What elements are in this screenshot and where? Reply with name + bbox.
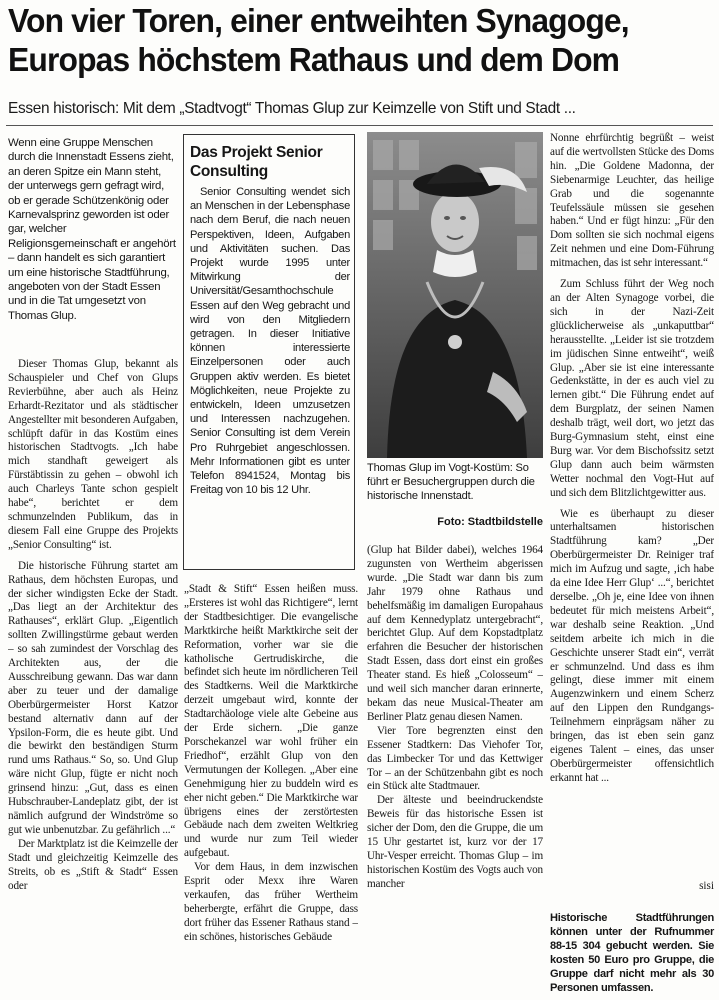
headline-line-1: Von vier Toren, einer entweihten Synagoge, — [8, 3, 629, 40]
article-paragraph: Der Marktplatz ist die Keimzelle der Stadt und gleichzeitig Keimzelle des Streits, ob es „Stift & Stadt“ Essen oder — [8, 837, 178, 892]
article-paragraph: Der älteste und beeindruckendste Beweis für das historische Essen ist sicher der Dom, den die Gruppe, die um 15 Uhr gestartet ist, kurz vor der 17 Uhr-Vesper erreicht. Thomas Glup – im historischen Kostüm des Vogts auch von mancher — [367, 794, 543, 890]
header-divider — [6, 125, 713, 126]
article-paragraph: (Glup hat Bilder dabei), welches 1964 zugunsten von Wertheim abgerissen wurde. „Die Stadt war dann bis zum Jahr 1979 ohne Rathaus und behelfsmäßig im damaligen Europahaus auf dem Kennedyplatz untergebracht“, berichtet Glup. Auf dem Kopstadtplatz erfahren die Besucher der historischen Stadt Essen, dass dort einst ein großes Theater stand. Es hieß „Colosseum“ – und weil sich mancher daran erinnerte, bekam das neue Musical-Theater am Berliner Platz genau diesen Namen. — [367, 544, 543, 723]
article-column-3 — [367, 544, 543, 1000]
lead-paragraph — [8, 136, 178, 350]
lead-text: Wenn eine Gruppe Menschen durch die Innenstadt Essens zieht, an deren Spitze ein Mann steht, der unterwegs gern gefragt wird, ob er gerade Schützenkönig oder Karnevalsprinz geworden ist oder gar, welcher Religionsgemeinschaft er angehört – dann handelt es sich garantiert um eine historische Stadtführung, angeboten von der Stadt Essen und in die Tat umgesetzt von Thomas Glup. — [8, 137, 176, 322]
article-column-2 — [184, 583, 358, 1000]
article-column-1 — [8, 358, 178, 998]
article-column-4 — [550, 132, 714, 908]
article-paragraph: „Stadt & Stift“ Essen heißen muss. „Ersteres ist wohl das Richtigere“, lernt der Stadtbesichtiger. Die evangelische Marktkirche heißt Marktkirche seit der Reformation, vorher war sie die katholische Gertrudiskirche, die befindet sich heute im nördlicheren Teil des Stadtkerns. Weil die Marktkirche derzeit umgebaut wird, konnte der Stadtarchäologe viele alte Gebeine aus der Erde sichern. „Die ganze Porschekanzel war wohl früher ein Friedhof“, erzählt Glup von den Vermutungen der Kollegen. „Aber eine Genehmigung hier zu buddeln wird es eher nicht geben.“ Die Marktkirche war übrigens eines der zerstörtesten Gebäude nach dem zweiten Weltkrieg und wurde nur zum Teil wieder aufgebaut. — [184, 583, 358, 860]
photo-credit: Foto: Stadtbildstelle — [437, 516, 543, 528]
author-signature: sisi — [699, 880, 714, 892]
sidebar-title: Das Projekt Senior Consulting — [190, 144, 323, 180]
booking-info: Historische Stadtführungen können unter der Rufnummer 88-15 304 gebucht werden. Sie kosten 50 Euro pro Gruppe, die Gruppe darf nicht mehr als 30 Personen umfassen. — [550, 912, 714, 994]
headline — [8, 2, 678, 80]
article-paragraph: Vier Tore begrenzten einst den Essener Stadtkern: Das Viehofer Tor, das Limbecker Tor und das Kettwiger Tor – an der Schützenbahn gibt es noch ein Stück alte Stadtmauer. — [367, 724, 543, 793]
headline-line-2: Europas höchstem Rathaus und dem Dom — [8, 42, 620, 79]
sidebar-text: Senior Consulting wendet sich an Menschen in der Lebensphase nach dem Beruf, die nach neuen Perspektiven, Ideen, Aufgaben und Aktivitäten suchen. Das Projekt wurde 1995 unter Mitwirkung der Universität/Gesamthochschule Essen auf den Weg gebracht und wird von den Mitgliedern getragen. In dieser Initiative können interessierte Einzelpersonen oder auch Gruppen aktiv werden. Es bietet Möglichkeiten, neue Projekte zu entwickeln, Ideen umzusetzen und Interessen nachzugehen. Senior Consulting ist dem Verein Pro Ruhrgebiet angeschlossen. Mehr Informationen gibt es unter Telefon 8941524, Montag bis Freitag von 10 bis 12 Uhr. — [190, 186, 350, 497]
sidebar-box — [183, 134, 355, 570]
article-paragraph: Dieser Thomas Glup, bekannt als Schauspieler und Chef von Glups Revierbühne, aber auch als Heinz Erhardt-Rezitator und als städtischer Angestellter mit besonderen Aufgaben, schlüpft dafür in das Kostüm eines historischen Stadtvogts. „Ich habe mich standhaft geweigert als Fürstäbtissin zu gehen – obwohl ich auch Charleys Tante schon gespielt habe“, berichtet er dem schmunzelnden Publikum, das in diesem Fall eine Gruppe des Projekts „Senior Consulting“ ist. — [8, 358, 178, 551]
photo-illustration — [367, 132, 543, 458]
subheadline: Essen historisch: Mit dem „Stadtvogt“ Thomas Glup zur Keimzelle von Stift und Stadt ... — [8, 100, 576, 117]
article-paragraph: Die historische Führung startet am Rathaus, dem höchsten Europas, und der sicher windigsten Ecke der Stadt. „Das liegt an der Architektur des Rathauses“, erklärt Glup. „Eigentlich sollten Zwillingstürme gebaut werden – so sah zumindest der Vorschlag des Architekten aus, der die Ausschreibung gewann. Das war dann aber zu teuer und der damalige Oberbürgermeister Horst Katzor bestand alternativ dann auf der Ypsilon-Form, die es heute gibt. Und die bewirkt den beständigen Sturm rund ums Rathaus.“ So, so. Und Glup wäre nicht Glup, fügte er nicht noch grinsend hinzu: „Gut, dass es einen Hubschrauber-Landeplatz gibt, der ist nämlich aufgrund der Windströme so gut wie unbenutzbar. Zu gefährlich ...“ — [8, 559, 178, 836]
article-paragraph: Nonne ehrfürchtig begrüßt – weist auf die wertvollsten Stücke des Doms hin. „Die Goldene Madonna, der Siebenarmige Leuchter, das heilige Grab und die sogenannte Teufelssäule müssen sie gesehen haben.“ Und er fügt hinzu: „Für den Dom sollten sie sich nochmal eigens Zeit nehmen und eine Dom-Führung mitmachen, das ist sehr interessant.“ — [550, 132, 714, 270]
article-paragraph: Wie es überhaupt zu dieser unterhaltsamen historischen Stadtführung kam? „Der Oberbürgermeister Dr. Reiniger traf mich im Aufzug und sagte, ‚ich habe da eine Idee Herr Glup‘ ...“, berichtet derselbe. „Oh je, eine Idee von ihnen bedeutet für mich meistens Arbeit“, war deshalb seine Reaktion. „Und seitdem arbeite ich mich in die Geschichte unserer Stadt ein“, verrät er schmunzelnd. Und dass es ihm gelingt, diese immer mit einem Augenzwinkern und einem Scherz auf den Lippen den Rundgangs-Teilnehmern einprägsam näher zu bringen, das ist eben sein ganz eigenes Talent – eines, das unser Oberbürgermeister offensichtlich erkannt hat ... — [550, 507, 714, 784]
photo-caption: Thomas Glup im Vogt-Kostüm: So führt er Besuchergruppen durch die historische Innenstadt. — [367, 462, 535, 502]
article-paragraph: Vor dem Haus, in dem inzwischen Esprit oder Mexx ihre Waren verkaufen, das früher Wertheim beherbergte, erfährt die Gruppe, dass dort früher das Essener Rathaus stand – ein schönes, historisches Gebäude — [184, 861, 358, 943]
photo-stadtvogt — [367, 132, 543, 458]
article-paragraph: Zum Schluss führt der Weg noch an der Alten Synagoge vorbei, die sich in der Nazi-Zeit glücklicherweise als „unkaputtbar“ herausstellte. „Leider ist sie trotzdem im jüdischen Sinne entweiht“, weiß Glup. „Aber sie ist eine interessante Gedenkstätte, in der es auch viel zu lernen gibt.“ Die Führung endet auf dem Burgplatz, der seinen Namen deshalb trägt, weil dort, wo jetzt das Burg-Gymnasium steht, einst eine Burg war. Vor dem Bischofssitz setzt Glup dann auch beim wärmsten Wetter nochmal den Vogt-Hut auf und sich dem Blitzlichtgewitter aus. — [550, 278, 714, 499]
